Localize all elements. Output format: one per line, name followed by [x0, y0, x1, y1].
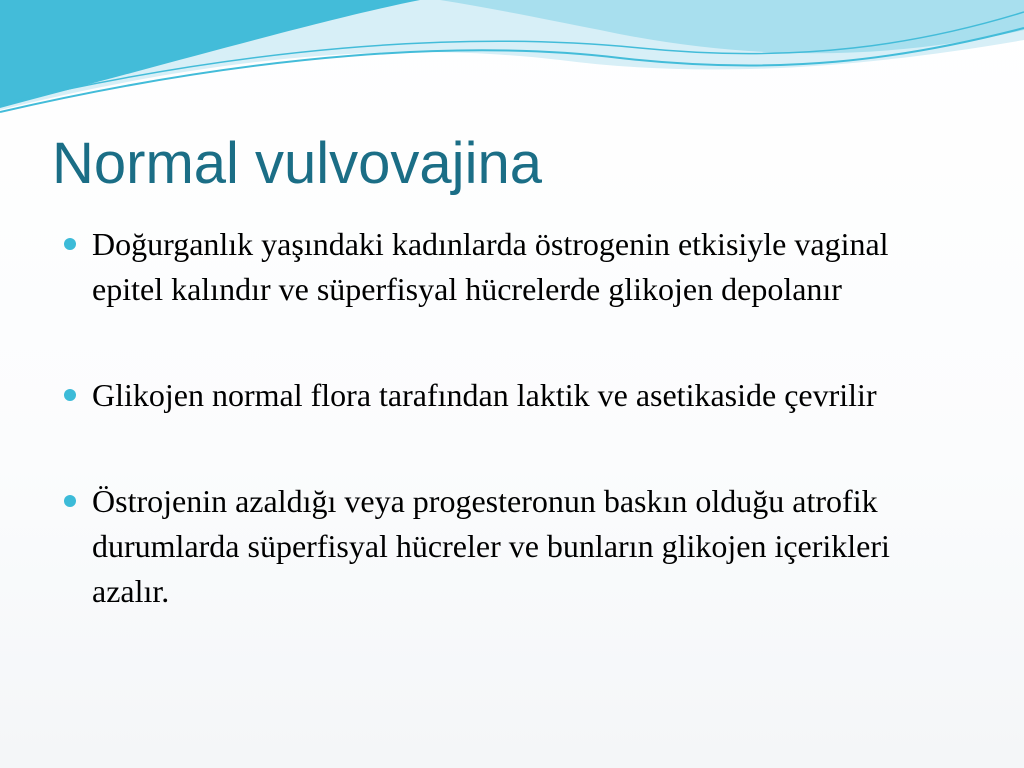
bullet-text: Doğurganlık yaşındaki kadınlarda östrogenin etkisiyle vaginal epitel kalındır ve süperfisyal hücrelerde glikojen depolanır	[92, 226, 889, 307]
bullet-text: Glikojen normal flora tarafından laktik ve asetikaside çevrilir	[92, 377, 877, 413]
bullet-list	[64, 222, 964, 614]
bullet-dot-icon	[64, 238, 76, 250]
bullet-dot-icon	[64, 495, 76, 507]
bullet-item	[64, 222, 964, 312]
header-wave-decoration	[0, 0, 1024, 130]
bullet-dot-icon	[64, 389, 76, 401]
bullet-item	[64, 479, 964, 614]
slide-title: Normal vulvovajina	[52, 131, 542, 196]
bullet-text: Östrojenin azaldığı veya progesteronun baskın olduğu atrofik durumlarda süperfisyal hücreler ve bunların glikojen içerikleri azalır.	[92, 483, 890, 609]
bullet-item	[64, 373, 964, 418]
